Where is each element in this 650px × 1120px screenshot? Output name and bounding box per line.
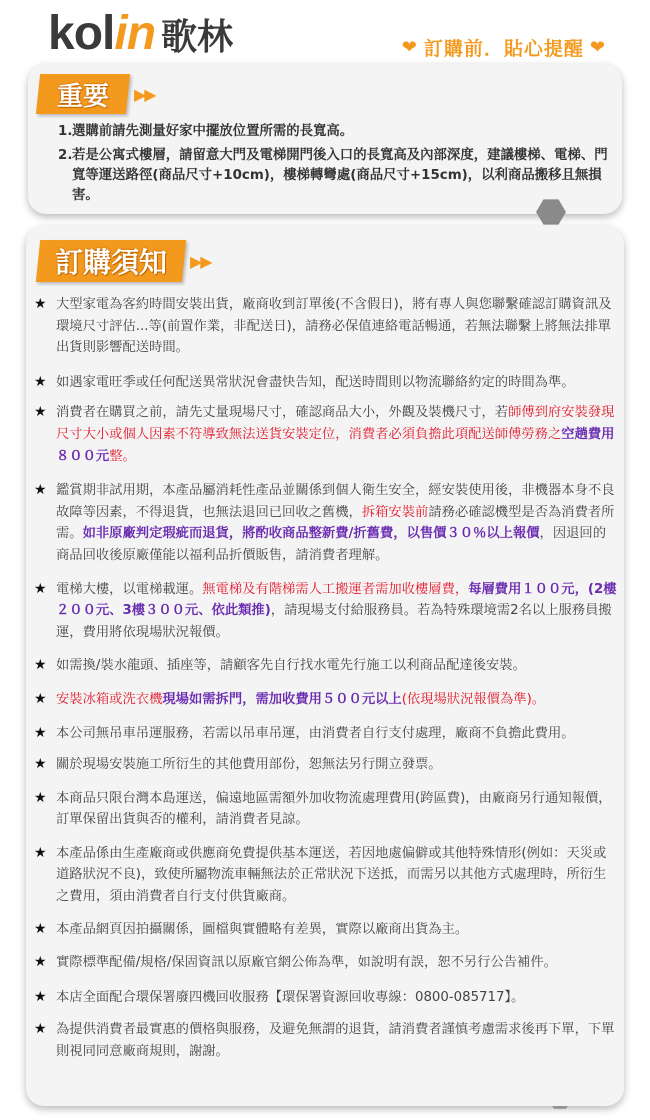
note-number: 1. [58,124,73,139]
notice-item [34,372,619,394]
text-segment: ，因退回的商品回收後原廠僅能以福利品折價販售，請消費者理解。 [56,526,607,563]
highlighted-text: 如非原廠判定瑕疵而退貨，將酌收商品整新費/折舊費，以售價３０％以上報價 [82,526,540,542]
notice-item-text [56,952,619,974]
highlighted-text: 空趟費用８００元 [56,426,615,464]
notice-item [34,843,619,908]
text-segment: 電梯大樓，以電梯載運。 [56,581,203,597]
notice-item [34,480,619,566]
notice-item-text [56,655,619,677]
star-bullet-icon: ★ [34,482,47,499]
note-text: 若是公寓式樓層，請留意大門及電梯開門後入口的長寬高及內部深度，建議樓梯、電梯、門寬等運送路徑(商品尺寸+10cm)，樓梯轉彎處(商品尺寸+15cm)，以利商品搬移且無損害。 [72,148,608,203]
note-item [58,146,620,206]
text-segment: 鑑賞期非試用期，本產品屬消耗性產品並關係到個人衛生安全，經安裝使用後，非機器本身不良故障等因素，不得退貨，也無法退回已回收之舊機， [56,483,615,520]
text-segment: 請務必確認機型是否為消費者所需。 [56,504,615,542]
double-arrow-icon: ▶▶ [134,84,155,104]
text-segment: 為提供消費者最實惠的價格與服務，及避免無謂的退貨，請消費者謹慎考慮需求後再下單，下單則視同同意廠商規則，謝謝。 [56,1022,615,1060]
notice-item [34,788,619,831]
note-number: 2. [58,148,73,163]
star-bullet-icon: ★ [34,580,47,597]
notice-item-text [56,788,619,831]
notice-item-text [56,480,619,566]
star-bullet-icon: ★ [34,657,47,674]
star-bullet-icon: ★ [34,789,47,806]
kolin-logo [48,6,233,66]
notice-item-text [56,843,619,908]
highlighted-text: 整。 [109,448,136,464]
highlighted-text: 安裝冰箱或洗衣機 [56,691,163,707]
notice-item-text [56,723,619,745]
highlighted-text: 師傅到府安裝發現尺寸大小或個人因素不符導致無法送貨安裝定位，消費者必須負擔此項配送師傅勞務之 [56,405,615,442]
highlighted-text: 拆箱安裝前 [361,504,429,520]
text-segment: 如需換/裝水龍頭、插座等，請顧客先自行找水電先行施工以利商品配達後安裝。 [56,658,526,674]
star-bullet-icon: ★ [34,920,47,937]
purchase-label-box [36,240,186,282]
highlighted-text: (依現場狀況報價為準)。 [401,691,546,707]
star-bullet-icon: ★ [34,373,47,390]
notice-item-text [56,402,619,467]
note-item [58,122,620,142]
text-segment: 大型家電為客約時間安裝出貨，廠商收到訂單後(不含假日)，將有專人與您聯繫確認訂購資訊及環境尺寸評估...等(前置作業，非配送日)，請務必保值連絡電話暢通，若無法聯繫上將無法排單出貨則影響配送時間。 [56,297,612,356]
notice-item [34,723,619,745]
star-bullet-icon: ★ [34,404,47,421]
logo-wordmark: kolin [48,7,156,60]
text-segment: 本產品網頁因拍攝關係，圖檔與實體略有差異，實際以廠商出貨為主。 [56,921,469,937]
logo-chinese-name: 歌林 [161,17,234,58]
text-segment: 本商品只限台灣本島運送，偏遠地區需額外加收物流處理費用(跨區費)，由廠商另行通知報價，訂單保留出貨與否的權利，請消費者見諒。 [56,790,612,828]
notice-item [34,294,619,359]
important-label-box [36,74,130,114]
purchase-label-text: 訂購須知 [54,246,167,279]
purchase-section-label [38,240,211,282]
text-segment: 本店全面配合環保署廢四機回收服務【環保署資源回收專線：0800-085717】。 [56,989,525,1005]
star-bullet-icon: ★ [34,988,47,1005]
star-bullet-icon: ★ [34,296,47,312]
notice-item-text [56,294,619,359]
text-segment: ，請現場支付給服務員。若為特殊環境需2名以上服務員搬運，費用將依現場狀況報價。 [56,603,612,640]
notice-item-text [56,1019,619,1062]
notice-item [34,919,619,941]
notice-item [34,1019,619,1062]
page-header [0,0,650,62]
notice-item [34,579,619,644]
notice-item [34,689,619,711]
text-segment: 如遇家電旺季或任何配送異常狀況會盡快告知，配送時間則以物流聯絡約定的時間為準。 [56,374,575,390]
text-segment: 本公司無吊車吊運服務，若需以吊車吊運，由消費者自行支付處理，廠商不負擔此費用。 [56,725,575,741]
notice-item [34,402,619,467]
double-arrow-icon: ▶▶ [190,251,211,271]
notice-item [34,754,619,776]
notice-item-text [56,689,619,711]
header-tagline [402,34,606,61]
notice-item-text [56,372,619,394]
important-section-label [38,74,155,114]
text-segment: 關於現場安裝施工所衍生的其他費用部份，恕無法另行開立發票。 [56,757,442,773]
important-label-text: 重要 [56,81,109,112]
heart-icon: ❤ [401,37,418,58]
highlighted-text: 現場如需拆門，需加收費用５００元以上 [162,691,402,707]
star-bullet-icon: ★ [34,690,47,707]
notice-item-text [56,987,619,1009]
tagline-text: 訂購前．貼心提醒 [423,38,584,60]
text-segment: 本產品係由生產廠商或供應商免費提供基本運送，若因地處偏僻或其他特殊情形(例如：天災或道路狀況不良)，致使所屬物流車輛無法於正常狀況下送抵，而需另以其他方式處理時，所衍生之費用，須由消費者自行支付供貨廠商。 [56,845,607,905]
notice-item [34,952,619,974]
highlighted-text: 無電梯及有階梯需人工搬運者需加收樓層費， [202,581,469,597]
heart-icon: ❤ [589,37,606,58]
notice-item-text [56,579,619,644]
purchase-notice-list [34,294,619,1063]
star-bullet-icon: ★ [34,1021,47,1038]
star-bullet-icon: ★ [34,844,47,861]
important-notes [58,122,620,210]
note-text: 選購前請先測量好家中擺放位置所需的長寬高。 [72,124,354,139]
text-segment: 實際標準配備/規格/保固資訊以原廠官網公佈為準，如說明有誤，恕不另行公告補件。 [56,955,557,971]
star-bullet-icon: ★ [34,954,47,971]
notice-item-text [56,754,619,776]
star-bullet-icon: ★ [34,756,47,773]
notice-item-text [56,919,619,941]
text-segment: 消費者在購買之前，請先丈量現場尺寸，確認商品大小，外觀及裝機尺寸，若 [56,405,509,421]
star-bullet-icon: ★ [34,724,47,741]
highlighted-text: 每層費用１００元，(2樓２００元、3樓３００元、依此類推) [56,581,617,619]
notice-item [34,987,619,1009]
notice-item [34,655,619,677]
